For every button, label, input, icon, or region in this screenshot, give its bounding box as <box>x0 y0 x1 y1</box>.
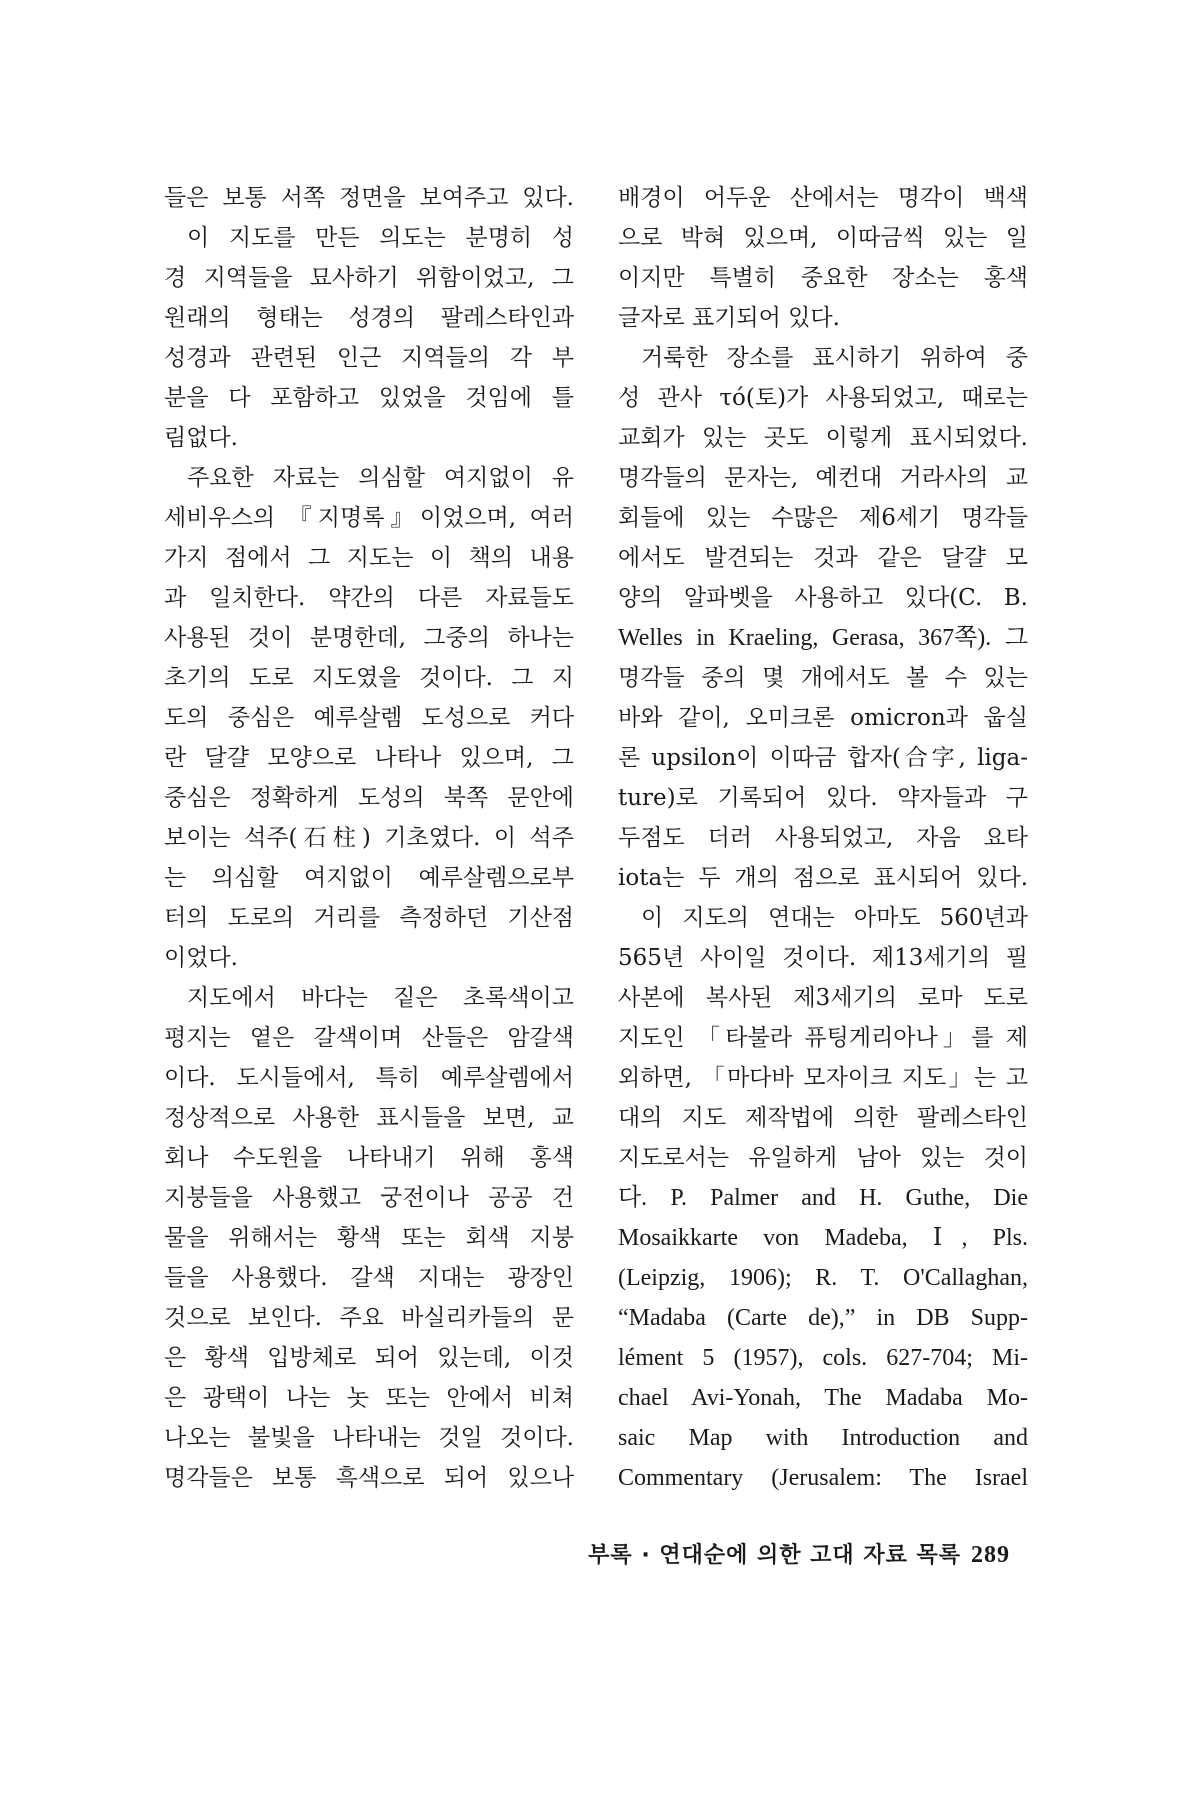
citation-line: (Leipzig, 1906); R. T. O'Callaghan, <box>618 1265 1028 1291</box>
text-line: 배경이 어두운 산에서는 명각이 백색 <box>618 185 1028 211</box>
text-line: 이다. 도시들에서, 특히 예루살렘에서 <box>164 1065 574 1091</box>
page-footer <box>560 1538 1010 1569</box>
citation-line: lément 5 (1957), cols. 627-704; Mi- <box>618 1345 1028 1371</box>
text-line: 이지만 특별히 중요한 장소는 홍색 <box>618 265 1028 291</box>
text-line: 나오는 불빛을 나타내는 것일 것이다. <box>164 1425 574 1451</box>
text-line: 지도인 「타불라 퓨팅게리아나」를 제 <box>618 1025 1028 1051</box>
text-line: 것으로 보인다. 주요 바실리카들의 문 <box>164 1305 574 1331</box>
text-line: 외하면, 「마다바 모자이크 지도」는 고 <box>618 1065 1028 1091</box>
text-line: 사본에 복사된 제3세기의 로마 도로 <box>618 985 1028 1011</box>
paragraph-start-line: 주요한 자료는 의심할 여지없이 유 <box>187 465 574 491</box>
text-line: 은 황색 입방체로 되어 있는데, 이것 <box>164 1345 574 1371</box>
citation-line: Commentary (Jerusalem: The Israel <box>618 1465 1028 1491</box>
text-line: 보이는 석주(石柱) 기초였다. 이 석주 <box>164 825 574 851</box>
paragraph-end-line: 림없다. <box>164 425 238 451</box>
text-line: 세비우스의 『지명록』이었으며, 여러 <box>164 505 574 531</box>
text-line: Welles in Kraeling, Gerasa, 367쪽). 그 <box>618 625 1028 651</box>
text-line: 두점도 더러 사용되었고, 자음 요타 <box>618 825 1028 851</box>
text-line: 명각들의 문자는, 예컨대 거라사의 교 <box>618 465 1028 491</box>
text-line: 란 달걀 모양으로 나타나 있으며, 그 <box>164 745 574 771</box>
citation-line: Mosaikkarte von Madeba, Ⅰ, Pls. <box>618 1225 1028 1251</box>
text-line: 들을 사용했다. 갈색 지대는 광장인 <box>164 1265 574 1291</box>
left-text-column <box>164 178 574 1498</box>
text-line: 사용된 것이 분명한데, 그중의 하나는 <box>164 625 574 651</box>
text-line: 지붕들을 사용했고 궁전이나 공공 건 <box>164 1185 574 1211</box>
text-line: 과 일치한다. 약간의 다른 자료들도 <box>164 585 574 611</box>
text-line: iota는 두 개의 점으로 표시되어 있다. <box>618 865 1028 891</box>
text-line: 명각들은 보통 흑색으로 되어 있으나 <box>164 1465 574 1491</box>
text-line: 지도로서는 유일하게 남아 있는 것이 <box>618 1145 1028 1171</box>
text-line: 분을 다 포함하고 있었을 것임에 틀 <box>164 385 574 411</box>
text-line: ture)로 기록되어 있다. 약자들과 구 <box>618 785 1028 811</box>
text-line: 는 의심할 여지없이 예루살렘으로부 <box>164 865 574 891</box>
text-line: 회들에 있는 수많은 제6세기 명각들 <box>618 505 1028 531</box>
text-line: 경 지역들을 묘사하기 위함이었고, 그 <box>164 265 574 291</box>
text-line: 성 관사 τό(토)가 사용되었고, 때로는 <box>618 385 1028 411</box>
text-line: 들은 보통 서쪽 정면을 보여주고 있다. <box>164 185 574 211</box>
text-line: 가지 점에서 그 지도는 이 책의 내용 <box>164 545 574 571</box>
text-line: 중심은 정확하게 도성의 북쪽 문안에 <box>164 785 574 811</box>
text-line: 터의 도로의 거리를 측정하던 기산점 <box>164 905 574 931</box>
text-line: 초기의 도로 지도였을 것이다. 그 지 <box>164 665 574 691</box>
text-line: 원래의 형태는 성경의 팔레스타인과 <box>164 305 574 331</box>
paragraph-start-line: 이 지도의 연대는 아마도 560년과 <box>641 905 1028 931</box>
citation-line: 다. P. Palmer and H. Guthe, Die <box>618 1185 1028 1211</box>
text-line: 바와 같이, 오미크론 omicron과 웁실 <box>618 705 1028 731</box>
text-line: 에서도 발견되는 것과 같은 달걀 모 <box>618 545 1028 571</box>
text-line: 565년 사이일 것이다. 제13세기의 필 <box>618 945 1028 971</box>
text-line: 도의 중심은 예루살렘 도성으로 커다 <box>164 705 574 731</box>
paragraph-start-line: 지도에서 바다는 짙은 초록색이고 <box>187 985 574 1011</box>
text-line: 양의 알파벳을 사용하고 있다(C. B. <box>618 585 1028 611</box>
text-line: 물을 위해서는 황색 또는 회색 지붕 <box>164 1225 574 1251</box>
citation-line: “Madaba (Carte de),” in DB Supp- <box>618 1305 1028 1331</box>
text-line: 성경과 관련된 인근 지역들의 각 부 <box>164 345 574 371</box>
paragraph-start-line: 거룩한 장소를 표시하기 위하여 중 <box>641 345 1028 371</box>
text-line: 으로 박혀 있으며, 이따금씩 있는 일 <box>618 225 1028 251</box>
citation-line: saic Map with Introduction and <box>618 1425 1028 1451</box>
paragraph-end-line: 글자로 표기되어 있다. <box>618 305 840 331</box>
page-number: 289 <box>971 1542 1010 1568</box>
text-line: 론 upsilon이 이따금 합자(合字, liga- <box>618 745 1028 771</box>
text-line: 평지는 옅은 갈색이며 산들은 암갈색 <box>164 1025 574 1051</box>
text-line: 정상적으로 사용한 표시들을 보면, 교 <box>164 1105 574 1131</box>
text-line: 대의 지도 제작법에 의한 팔레스타인 <box>618 1105 1028 1131</box>
text-line: 은 광택이 나는 놋 또는 안에서 비쳐 <box>164 1385 574 1411</box>
text-line: 회나 수도원을 나타내기 위해 홍색 <box>164 1145 574 1171</box>
right-text-column <box>618 178 1028 1498</box>
paragraph-end-line: 이었다. <box>164 945 238 971</box>
text-line: 명각들 중의 몇 개에서도 볼 수 있는 <box>618 665 1028 691</box>
text-line: 교회가 있는 곳도 이렇게 표시되었다. <box>618 425 1028 451</box>
citation-line: chael Avi-Yonah, The Madaba Mo- <box>618 1385 1028 1411</box>
running-head: 부록 · 연대순에 의한 고대 자료 목록 <box>588 1543 961 1568</box>
paragraph-start-line: 이 지도를 만든 의도는 분명히 성 <box>187 225 574 251</box>
